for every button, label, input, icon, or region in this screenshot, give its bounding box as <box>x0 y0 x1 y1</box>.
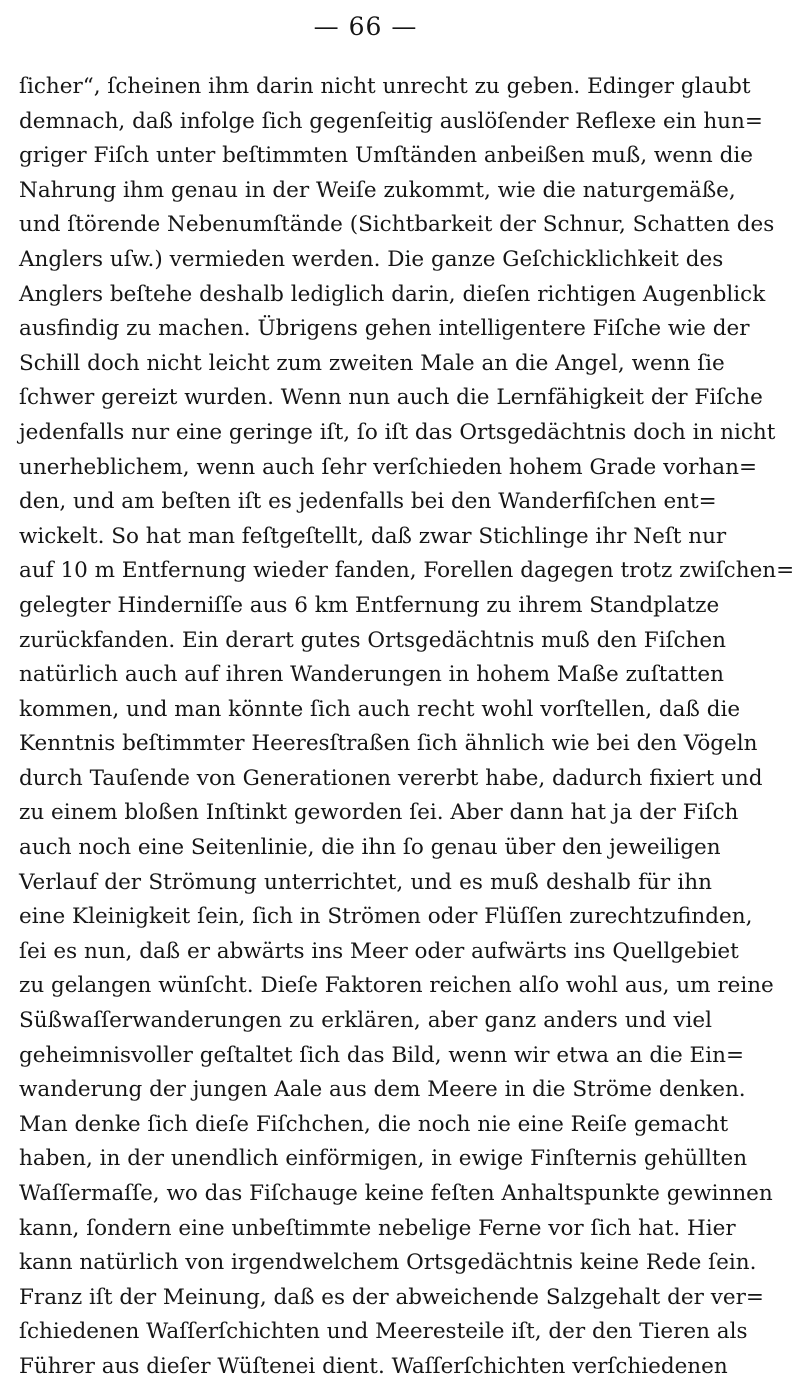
text-line: ſchiedenen Waſſerſchichten und Meeresteile iſt, der den Tieren als <box>19 1319 748 1345</box>
text-line: Schill doch nicht leicht zum zweiten Male an die Angel, wenn ſie <box>19 350 725 376</box>
text-line: zurückfanden. Ein derart gutes Ortsgedächtnis muß den Fiſchen <box>19 627 726 653</box>
text-line: Führer aus dieſer Wüſtenei dient. Waſſerſchichten verſchiedenen <box>19 1353 728 1379</box>
text-line: haben, in der unendlich einförmigen, in ewige Finſternis gehüllten <box>19 1146 748 1172</box>
text-line: Franz iſt der Meinung, daß es der abweichende Salzgehalt der ver= <box>19 1284 764 1310</box>
text-line: kann, ſondern eine unbeſtimmte nebelige Ferne vor ſich hat. Hier <box>19 1215 736 1241</box>
text-line: demnach, daß infolge ſich gegenſeitig auslöſender Reflexe ein hun= <box>19 108 763 134</box>
text-line: natürlich auch auf ihren Wanderungen in hohem Maße zuſtatten <box>19 662 725 688</box>
text-line: ſicher“, ſcheinen ihm darin nicht unrecht zu geben. Edinger glaubt <box>19 74 751 99</box>
text-line: den, und am beſten iſt es jedenfalls bei den Wanderfiſchen ent= <box>19 489 717 515</box>
text-line: und ſtörende Nebenumſtände (Sichtbarkeit der Schnur, Schatten des <box>19 212 775 238</box>
text-line: wickelt. So hat man feſtgeſtellt, daß zwar Stichlinge ihr Neſt nur <box>19 523 727 549</box>
text-line: auf 10 m Entfernung wieder fanden, Forellen dagegen trotz zwiſchen= <box>19 558 794 584</box>
text-line: kommen, und man könnte ſich auch recht wohl vorſtellen, daß die <box>19 696 741 722</box>
text-line: Verlauf der Strömung unterrichtet, und es muß deshalb für ihn <box>19 869 712 895</box>
text-line: auch noch eine Seitenlinie, die ihn ſo genau über den jeweiligen <box>19 835 721 861</box>
text-line: kann natürlich von irgendwelchem Ortsgedächtnis keine Rede ſein. <box>19 1250 757 1276</box>
text-line: Waſſermaſſe, wo das Fiſchauge keine feſten Anhaltspunkte gewinnen <box>19 1181 773 1206</box>
text-line: Anglers uſw.) vermieden werden. Die ganze Geſchicklichkeit des <box>19 246 724 272</box>
text-line: ſchwer gereizt wurden. Wenn nun auch die Lernfähigkeit der Fiſche <box>19 385 763 411</box>
text-line: Süßwaſſerwanderungen zu erklären, aber ganz anders und viel <box>19 1008 712 1034</box>
text-line: jedenfalls nur eine geringe iſt, ſo iſt das Ortsgedächtnis doch in nicht <box>19 419 776 445</box>
text-line: eine Kleinigkeit ſein, ſich in Strömen oder Flüſſen zurechtzufinden, <box>19 904 753 930</box>
page-number: — 66 — <box>313 12 418 41</box>
text-line: Nahrung ihm genau in der Weiſe zukommt, wie die naturgemäße, <box>19 177 736 203</box>
text-line: Anglers beſtehe deshalb lediglich darin, dieſen richtigen Augenblick <box>19 281 766 307</box>
text-line: zu gelangen wünſcht. Dieſe Faktoren reichen alſo wohl aus, um reine <box>19 973 774 999</box>
text-line: unerheblichem, wenn auch ſehr verſchieden hohem Grade vorhan= <box>19 454 757 480</box>
text-line: durch Tauſende von Generationen vererbt habe, dadurch fixiert und <box>19 765 763 791</box>
text-line: ausfindig zu machen. Übrigens gehen intelligentere Fiſche wie der <box>19 316 750 342</box>
text-line: Man denke ſich dieſe Fiſchchen, die noch nie eine Reiſe gemacht <box>19 1111 729 1137</box>
text-line: gelegter Hinderniſſe aus 6 km Entfernung zu ihrem Standplatze <box>19 592 720 618</box>
text-line: geheimnisvoller geſtaltet ſich das Bild, wenn wir etwa an die Ein= <box>19 1042 744 1068</box>
body-text <box>19 70 794 1385</box>
text-line: griger Fiſch unter beſtimmten Umſtänden anbeißen muß, wenn die <box>19 143 753 169</box>
text-line: zu einem bloßen Inſtinkt geworden ſei. Aber dann hat ja der Fiſch <box>19 800 739 826</box>
text-line: ſei es nun, daß er abwärts ins Meer oder aufwärts ins Quellgebiet <box>19 938 739 964</box>
text-line: wanderung der jungen Aale aus dem Meere in die Ströme denken. <box>19 1077 746 1103</box>
text-line: Kenntnis beſtimmter Heeresſtraßen ſich ähnlich wie bei den Vögeln <box>19 731 758 757</box>
